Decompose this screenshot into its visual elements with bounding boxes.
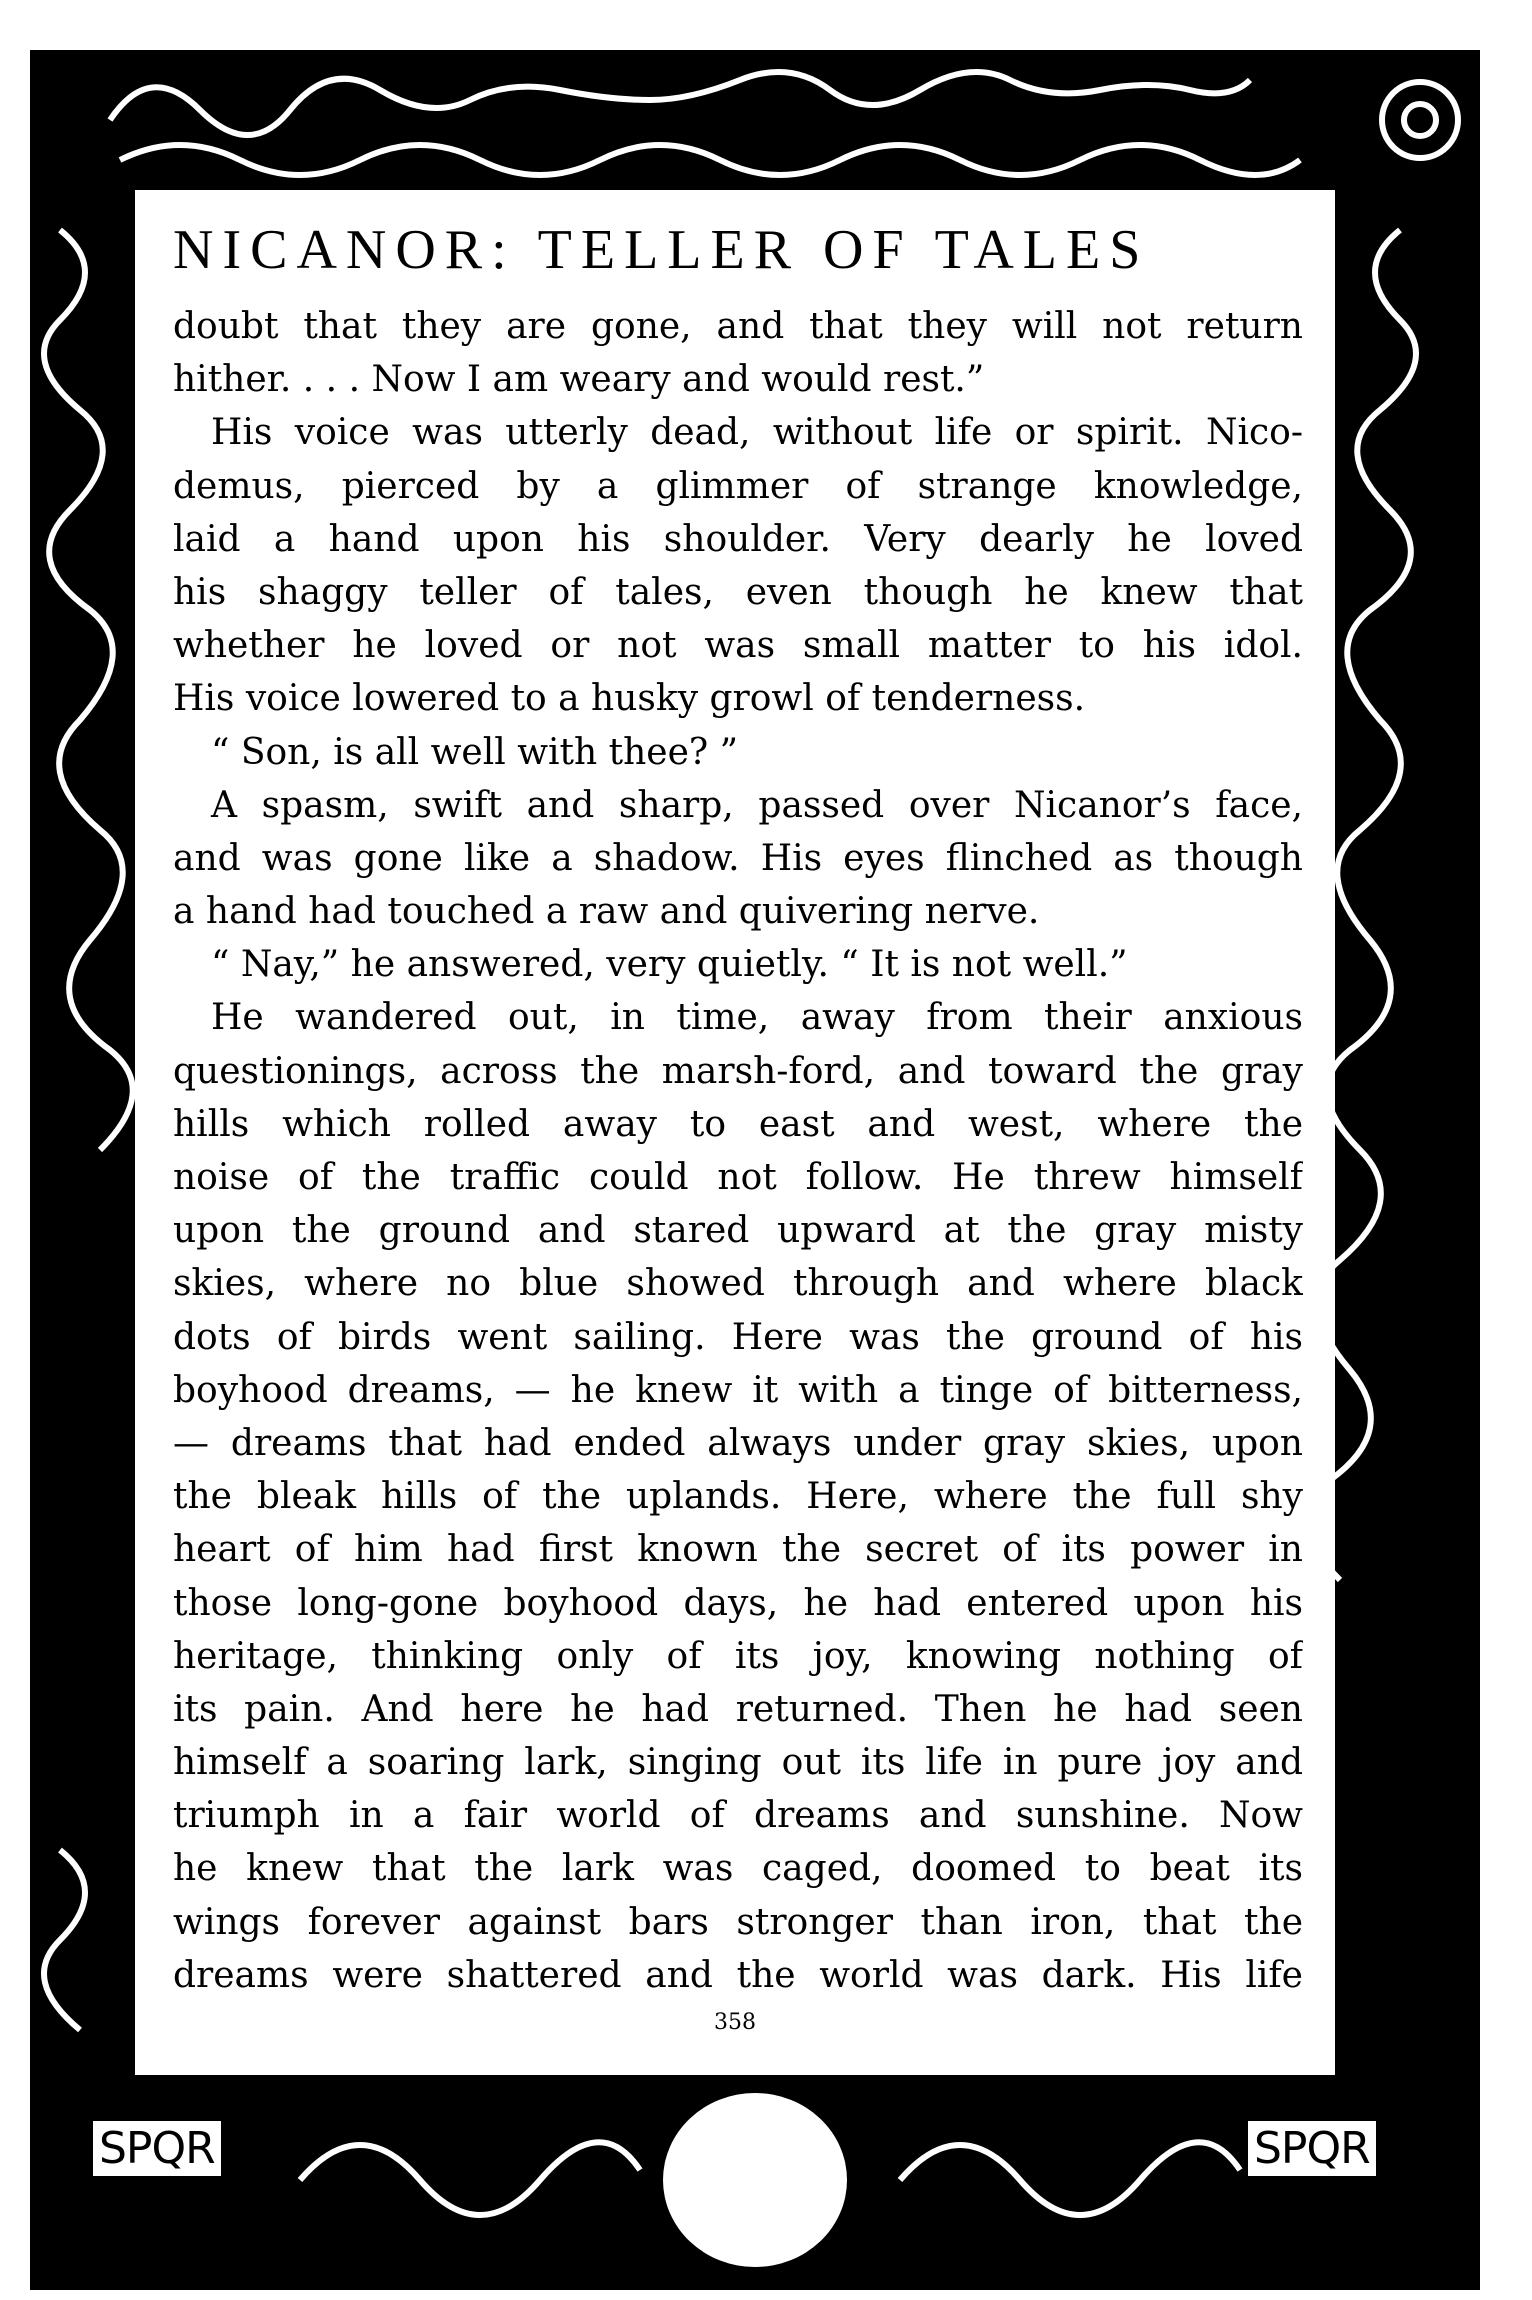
text-line: heart of him had first known the secret of its power in [173, 1529, 1303, 1571]
text-line: hills which rolled away to east and west, where the [173, 1103, 1303, 1145]
eagle-medallion-ornament [655, 2085, 855, 2275]
text-panel [135, 190, 1335, 2075]
text-line: boyhood dreams, — he knew it with a tinge of bitterness, [173, 1369, 1303, 1411]
text-line: whether he loved or not was small matter to his idol. [173, 625, 1303, 667]
text-line: the bleak hills of the uplands. Here, where the full shy [173, 1476, 1303, 1518]
text-line: dreams were shattered and the world was dark. His life [173, 1954, 1303, 1996]
spqr-plate-right: SPQR [1245, 2118, 1379, 2179]
text-line: “ Nay,” he answered, very quietly. “ It is not well.” [211, 944, 1128, 986]
spqr-plate-left: SPQR [90, 2118, 224, 2179]
text-line: demus, pierced by a glimmer of strange knowledge, [173, 465, 1303, 507]
text-line: doubt that they are gone, and that they will not return [173, 306, 1303, 347]
text-line: upon the ground and stared upward at the gray misty [173, 1210, 1303, 1252]
body-text [173, 300, 1303, 2002]
text-line: he knew that the lark was caged, doomed to beat its [173, 1848, 1303, 1890]
text-line: a hand had touched a raw and quivering nerve. [173, 891, 1040, 933]
text-line: noise of the traffic could not follow. He threw himself [173, 1157, 1303, 1198]
text-line: laid a hand upon his shoulder. Very dearly he loved [173, 518, 1303, 560]
text-line: dots of birds went sailing. Here was the ground of his [173, 1316, 1303, 1358]
text-line: wings forever against bars stronger than iron, that the [173, 1901, 1303, 1943]
text-line: questionings, across the marsh-ford, and toward the gray [173, 1050, 1303, 1092]
text-line: skies, where no blue showed through and where black [173, 1263, 1303, 1305]
text-line: those long-gone boyhood days, he had entered upon his [173, 1582, 1303, 1624]
text-line: his shaggy teller of tales, even though he knew that [173, 571, 1303, 613]
text-line: heritage, thinking only of its joy, knowing nothing of [173, 1635, 1303, 1677]
text-line: its pain. And here he had returned. Then he had seen [173, 1688, 1303, 1730]
text-line: A spasm, swift and sharp, passed over Nicanor’s face, [211, 784, 1303, 826]
text-line: “ Son, is all well with thee? ” [211, 731, 739, 773]
text-line: triumph in a fair world of dreams and sunshine. Now [173, 1795, 1303, 1837]
text-line: He wandered out, in time, away from their anxious [211, 997, 1303, 1039]
text-line: His voice lowered to a husky growl of tenderness. [173, 678, 1086, 720]
text-line: His voice was utterly dead, without life or spirit. Nico- [211, 412, 1303, 454]
page-number: 358 [714, 2010, 756, 2035]
text-line: — dreams that had ended always under gray skies, upon [173, 1422, 1303, 1464]
text-line: himself a soaring lark, singing out its life in pure joy and [173, 1742, 1303, 1784]
text-line: hither. . . . Now I am weary and would rest.” [173, 359, 985, 401]
running-title: NICANOR: TELLER OF TALES [173, 219, 1150, 281]
text-line: and was gone like a shadow. His eyes flinched as though [173, 837, 1303, 879]
